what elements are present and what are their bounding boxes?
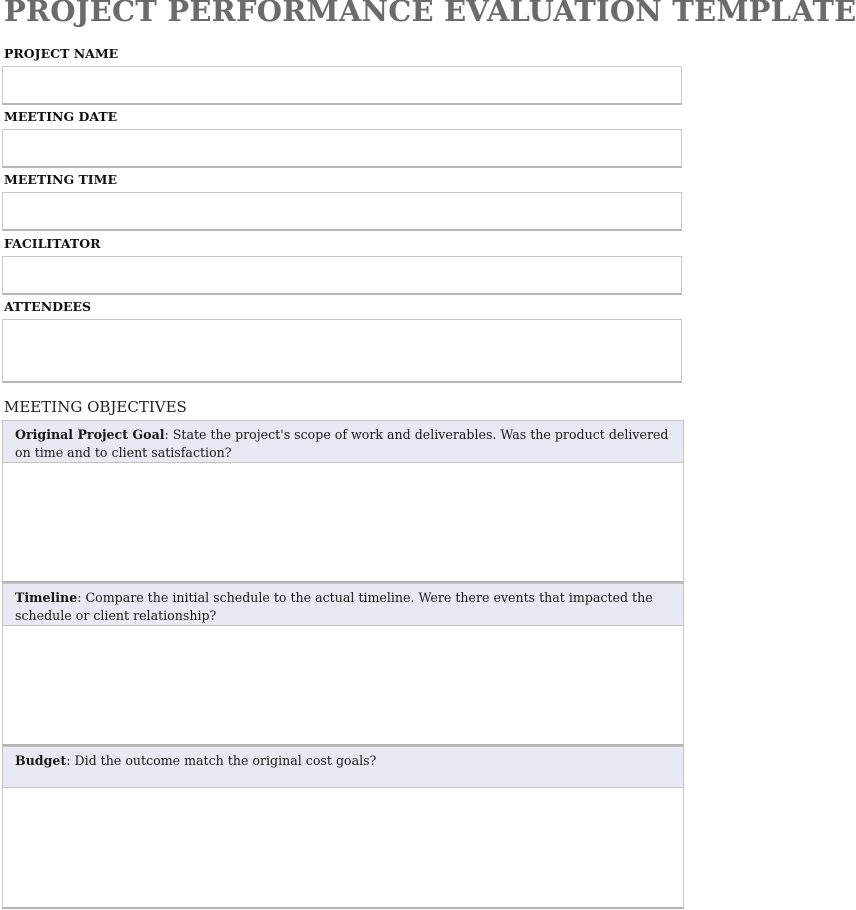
objective-prompt xyxy=(2,746,684,788)
objective-prompt xyxy=(2,583,684,626)
objective-question: : Compare the initial schedule to the actual timeline. Were there events that impacted the schedule or client relationship? xyxy=(15,590,653,623)
objective-prompt xyxy=(2,420,684,463)
budget-answer-field[interactable] xyxy=(2,788,684,909)
meeting-time-field[interactable] xyxy=(2,192,682,231)
attendees-field[interactable] xyxy=(2,319,682,383)
timeline-answer-field[interactable] xyxy=(2,626,684,746)
attendees-label: ATTENDEES xyxy=(4,299,92,314)
meeting-date-field[interactable] xyxy=(2,129,682,168)
objective-title: Original Project Goal xyxy=(15,427,165,442)
objective-original-project-goal xyxy=(2,420,684,583)
objective-timeline xyxy=(2,583,684,746)
objective-title: Budget xyxy=(15,753,67,768)
facilitator-field[interactable] xyxy=(2,256,682,295)
objective-budget xyxy=(2,746,684,909)
meeting-objectives-heading: MEETING OBJECTIVES xyxy=(4,398,187,416)
facilitator-label: FACILITATOR xyxy=(4,236,101,251)
original-project-goal-answer-field[interactable] xyxy=(2,463,684,583)
objective-question: : Did the outcome match the original cost goals? xyxy=(66,753,377,768)
project-name-label: PROJECT NAME xyxy=(4,46,119,61)
document-title: PROJECT PERFORMANCE EVALUATION TEMPLATE xyxy=(4,0,856,28)
objective-question: : State the project's scope of work and deliverables. Was the product delivered on time and to client satisfaction? xyxy=(15,427,669,460)
meeting-date-label: MEETING DATE xyxy=(4,109,118,124)
objective-title: Timeline xyxy=(15,590,78,605)
meeting-time-label: MEETING TIME xyxy=(4,172,118,187)
project-name-field[interactable] xyxy=(2,66,682,105)
